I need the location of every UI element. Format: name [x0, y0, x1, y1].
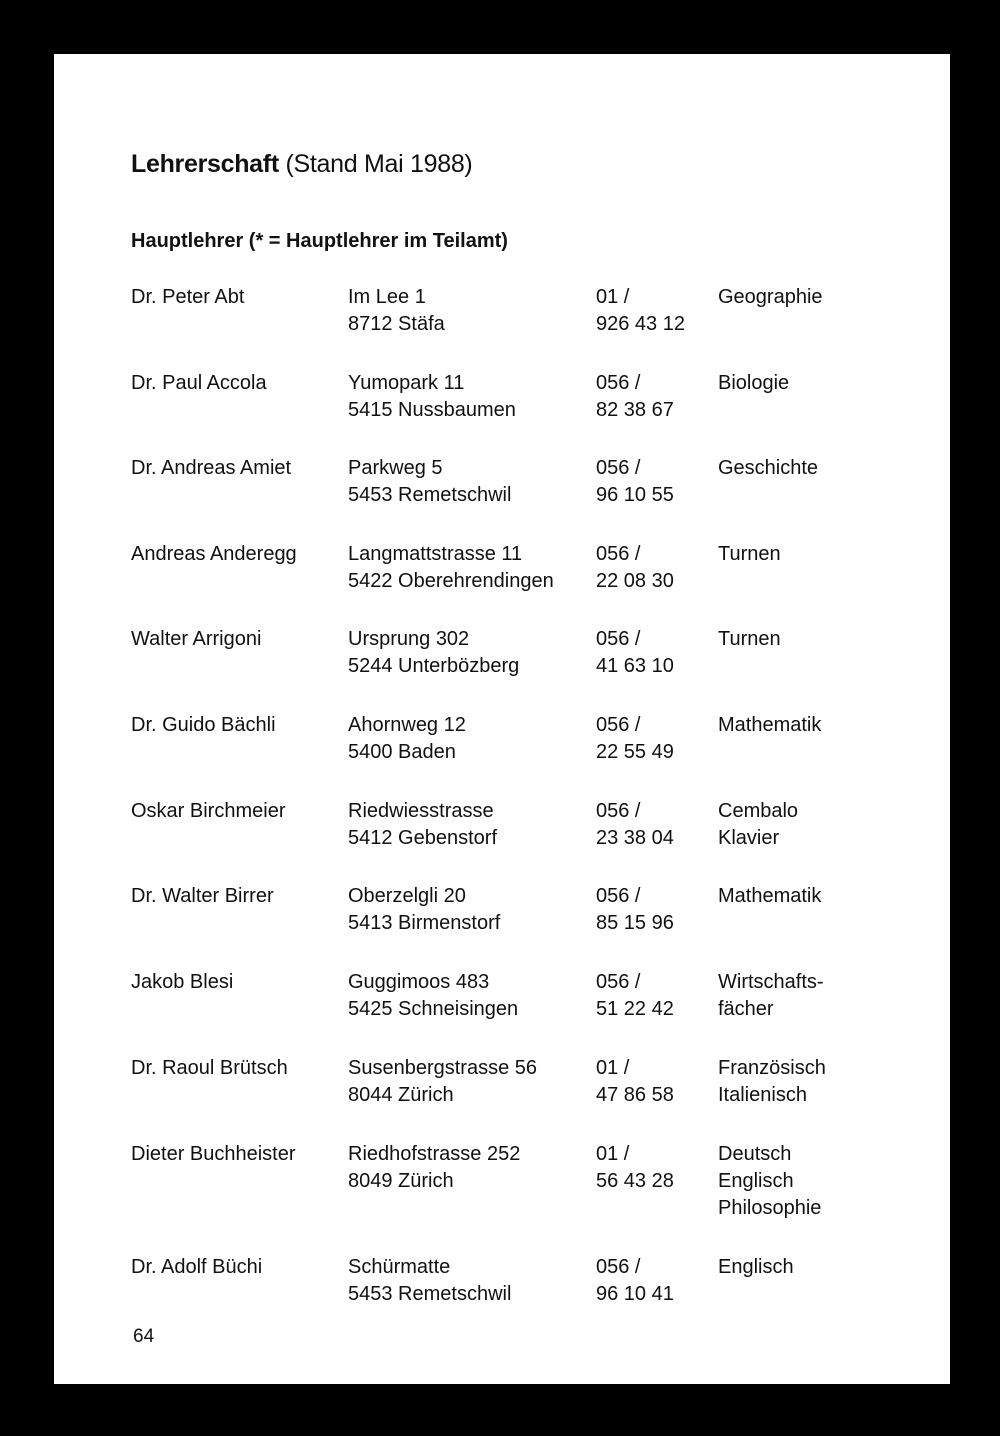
- teacher-address-line: 5453 Remetschwil: [348, 1283, 512, 1305]
- teacher-phone-line: 056 /: [596, 372, 641, 394]
- teacher-address-line: Ahornweg 12: [348, 714, 466, 736]
- teacher-phone: [596, 1141, 674, 1195]
- teacher-name: Dr. Paul Accola: [131, 372, 267, 394]
- teacher-phone-line: 056 /: [596, 1256, 641, 1278]
- teacher-subjects: [718, 883, 821, 910]
- teacher-phone-line: 22 55 49: [596, 741, 674, 763]
- title-date: (Stand Mai 1988): [278, 150, 473, 178]
- teacher-address-line: Guggimoos 483: [348, 971, 490, 993]
- teacher-subjects-line: Englisch: [718, 1256, 794, 1278]
- teacher-subjects-line: Mathematik: [718, 714, 822, 736]
- teacher-address: [348, 541, 554, 595]
- teacher-subjects: [718, 712, 821, 739]
- teacher-address-line: Yumopark 11: [348, 372, 465, 394]
- teacher-address-line: 5412 Gebenstorf: [348, 827, 497, 849]
- teacher-address-line: 5244 Unterbözberg: [348, 655, 520, 677]
- teacher-subjects: [718, 541, 781, 568]
- teacher-address: [348, 1254, 511, 1308]
- teacher-phone-line: 926 43 12: [596, 313, 685, 335]
- title-bold: Lehrerschaft: [131, 150, 279, 178]
- teacher-subjects-line: Geographie: [718, 286, 823, 308]
- teacher-name: Dr. Andreas Amiet: [131, 457, 292, 479]
- teacher-subjects: [718, 1055, 826, 1109]
- teacher-address-line: Riedhofstrasse 252: [348, 1143, 521, 1165]
- teacher-phone-line: 056 /: [596, 885, 641, 907]
- teacher-address-line: Oberzelgli 20: [348, 885, 466, 907]
- teacher-phone: [596, 455, 674, 509]
- teacher-subjects-line: fächer: [718, 998, 774, 1020]
- teacher-address-line: Ursprung 302: [348, 628, 470, 650]
- teacher-phone-line: 056 /: [596, 457, 641, 479]
- teacher-address-line: Schürmatte: [348, 1256, 451, 1278]
- teacher-address-line: 8712 Stäfa: [348, 313, 445, 335]
- page-number: 64: [133, 1326, 155, 1347]
- teacher-subjects-line: Mathematik: [718, 885, 822, 907]
- teacher-name: Dr. Walter Birrer: [131, 885, 274, 907]
- teacher-phone-line: 82 38 67: [596, 399, 674, 421]
- teacher-subjects-line: Turnen: [718, 628, 781, 650]
- teacher-phone: [596, 284, 685, 338]
- teacher-name: Oskar Birchmeier: [131, 800, 286, 822]
- teacher-phone: [596, 1055, 674, 1109]
- teacher-phone-line: 51 22 42: [596, 998, 674, 1020]
- teacher-subjects-line: Cembalo: [718, 800, 799, 822]
- teacher-subjects-line: Französisch: [718, 1057, 826, 1079]
- teacher-name: Dr. Peter Abt: [131, 286, 245, 308]
- section-subtitle: Hauptlehrer (* = Hauptlehrer im Teilamt): [131, 230, 508, 252]
- teacher-address: [348, 370, 516, 424]
- teacher-name: Walter Arrigoni: [131, 628, 262, 650]
- teacher-phone-line: 056 /: [596, 971, 641, 993]
- teacher-phone: [596, 969, 674, 1023]
- teacher-subjects: [718, 455, 818, 482]
- teacher-address: [348, 626, 519, 680]
- teacher-address: [348, 1141, 520, 1195]
- teacher-phone-line: 23 38 04: [596, 827, 674, 849]
- teacher-phone-line: 96 10 41: [596, 1283, 674, 1305]
- teacher-subjects-line: Englisch: [718, 1170, 794, 1192]
- teacher-subjects-line: Italienisch: [718, 1084, 807, 1106]
- teacher-subjects: [718, 1141, 821, 1222]
- teacher-phone-line: 41 63 10: [596, 655, 674, 677]
- teacher-phone-line: 85 15 96: [596, 912, 674, 934]
- teacher-subjects: [718, 1254, 794, 1281]
- teacher-address-line: 5413 Birmenstorf: [348, 912, 501, 934]
- teacher-subjects: [718, 284, 823, 311]
- teacher-name: Dr. Raoul Brütsch: [131, 1057, 288, 1079]
- teacher-address-line: Im Lee 1: [348, 286, 426, 308]
- teacher-address: [348, 1055, 537, 1109]
- teacher-subjects: [718, 370, 789, 397]
- teacher-subjects-line: Klavier: [718, 827, 780, 849]
- teacher-address-line: 5425 Schneisingen: [348, 998, 519, 1020]
- teacher-phone-line: 96 10 55: [596, 484, 674, 506]
- teacher-address: [348, 969, 518, 1023]
- teacher-phone-line: 22 08 30: [596, 570, 674, 592]
- teacher-phone: [596, 541, 674, 595]
- teacher-subjects: [718, 626, 781, 653]
- teacher-phone-line: 01 /: [596, 1143, 630, 1165]
- teacher-address: [348, 455, 511, 509]
- teacher-address-line: 5415 Nussbaumen: [348, 399, 516, 421]
- teacher-name: Dieter Buchheister: [131, 1143, 296, 1165]
- teacher-phone: [596, 712, 674, 766]
- teacher-address: [348, 798, 497, 852]
- teacher-phone: [596, 798, 674, 852]
- teacher-phone-line: 056 /: [596, 628, 641, 650]
- teacher-address-line: 8049 Zürich: [348, 1170, 454, 1192]
- teacher-phone-line: 056 /: [596, 543, 641, 565]
- teacher-phone: [596, 1254, 674, 1308]
- teacher-subjects-line: Geschichte: [718, 457, 819, 479]
- teacher-subjects-line: Biologie: [718, 372, 790, 394]
- teacher-address-line: 5453 Remetschwil: [348, 484, 512, 506]
- teacher-subjects-line: Turnen: [718, 543, 781, 565]
- teacher-address-line: Parkweg 5: [348, 457, 443, 479]
- teacher-subjects: [718, 798, 798, 852]
- document-page: [54, 54, 950, 1384]
- teacher-phone: [596, 370, 674, 424]
- teacher-phone-line: 56 43 28: [596, 1170, 674, 1192]
- teacher-address-line: Riedwiesstrasse: [348, 800, 494, 822]
- teacher-subjects-line: Philosophie: [718, 1197, 822, 1219]
- teacher-name: Andreas Anderegg: [131, 543, 297, 565]
- teacher-phone-line: 056 /: [596, 800, 641, 822]
- teacher-address-line: Langmattstrasse 11: [348, 543, 523, 565]
- teacher-subjects-line: Deutsch: [718, 1143, 792, 1165]
- teacher-phone-line: 47 86 58: [596, 1084, 674, 1106]
- teacher-subjects-line: Wirtschafts-: [718, 971, 824, 993]
- teacher-address-line: 8044 Zürich: [348, 1084, 454, 1106]
- teacher-phone-line: 01 /: [596, 286, 630, 308]
- teacher-address: [348, 883, 500, 937]
- teacher-address: [348, 284, 445, 338]
- teacher-address-line: 5400 Baden: [348, 741, 456, 763]
- teacher-phone-line: 056 /: [596, 714, 641, 736]
- teacher-address-line: Susenbergstrasse 56: [348, 1057, 538, 1079]
- teacher-address: [348, 712, 466, 766]
- teacher-list: [54, 54, 950, 1384]
- teacher-address-line: 5422 Oberehrendingen: [348, 570, 554, 592]
- teacher-name: Dr. Adolf Büchi: [131, 1256, 263, 1278]
- teacher-subjects: [718, 969, 824, 1023]
- teacher-name: Jakob Blesi: [131, 971, 234, 993]
- teacher-phone: [596, 626, 674, 680]
- teacher-phone-line: 01 /: [596, 1057, 630, 1079]
- teacher-phone: [596, 883, 674, 937]
- teacher-name: Dr. Guido Bächli: [131, 714, 276, 736]
